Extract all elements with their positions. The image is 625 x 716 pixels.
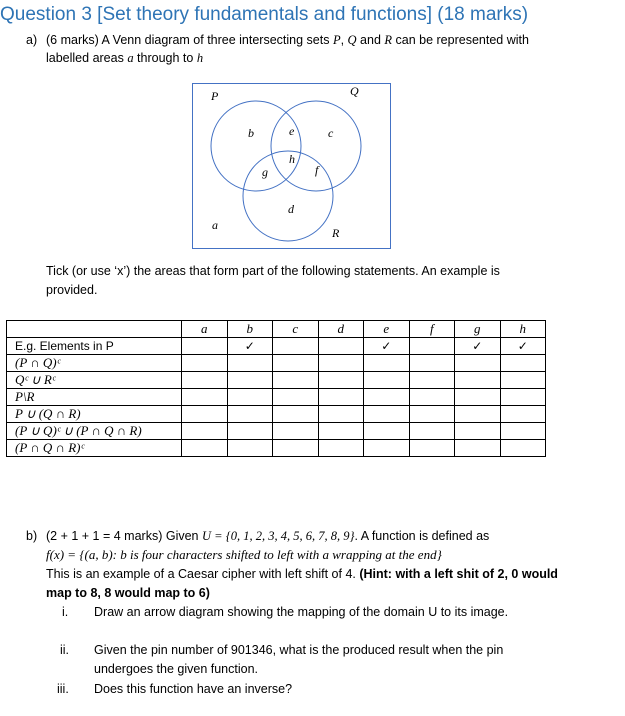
item-text: Given the pin number of 901346, what is the produced result when the pin (94, 643, 504, 657)
math-Q: Q (347, 33, 357, 47)
part-a-label: a) (26, 33, 38, 47)
part-b-line-1 (46, 527, 489, 545)
tick-cell[interactable] (227, 406, 273, 423)
tick-cell[interactable] (227, 355, 273, 372)
part-a-text: through to (133, 51, 197, 65)
item-text: Draw an arrow diagram showing the mapping of the domain U to its image. (94, 605, 509, 619)
tick-cell[interactable] (500, 389, 546, 406)
function-definition: f(x) = {(a, b): b is four characters shifted to left with a wrapping at the end} (46, 547, 442, 562)
tick-cell[interactable] (500, 355, 546, 372)
tick-cell[interactable] (364, 423, 410, 440)
tick-cell[interactable] (227, 389, 273, 406)
tick-cell[interactable] (182, 355, 228, 372)
row-label: (P ∩ Q)ᶜ (7, 355, 182, 372)
venn-diagram (192, 83, 392, 250)
region-c: c (328, 126, 334, 140)
tick-cell[interactable] (409, 355, 455, 372)
tick-cell[interactable] (455, 389, 501, 406)
circle-R (243, 151, 333, 241)
tick-cell[interactable] (500, 372, 546, 389)
tick-cell[interactable] (318, 440, 364, 457)
tick-cell[interactable] (182, 406, 228, 423)
venn-regions-table (6, 320, 546, 457)
tick-cell[interactable] (455, 372, 501, 389)
part-a-text: (6 marks) A Venn diagram of three intersecting sets (46, 33, 333, 47)
label-R: R (332, 226, 340, 240)
part-a-text: , (340, 33, 348, 47)
header-a: a (182, 321, 228, 338)
header-h: h (500, 321, 546, 338)
tick-cell[interactable] (364, 440, 410, 457)
header-d: d (318, 321, 364, 338)
part-a-line-1 (46, 31, 529, 49)
tick-cell[interactable] (500, 423, 546, 440)
hint-text-continued: map to 8, 8 would map to 6) (46, 586, 210, 600)
part-a-text: labelled areas (46, 51, 128, 65)
tick-cell[interactable] (227, 372, 273, 389)
tick-cell[interactable] (273, 406, 319, 423)
region-d: d (288, 202, 294, 216)
region-a: a (212, 218, 218, 232)
table-row (7, 372, 546, 389)
item-text: Does this function have an inverse? (94, 682, 293, 696)
tick-cell[interactable] (227, 440, 273, 457)
part-b-text: This is an example of a Caesar cipher with left shift of 4. (46, 567, 360, 581)
label-P: P (211, 89, 219, 103)
tick-cell[interactable] (409, 389, 455, 406)
circle-P (211, 101, 301, 191)
tick-cell[interactable] (318, 355, 364, 372)
instruction-line-1: Tick (or use ‘x’) the areas that form part of the following statements. An example is (46, 264, 500, 278)
header-g: g (455, 321, 501, 338)
table-row (7, 406, 546, 423)
row-label: (P ∩ Q ∩ R)ᶜ (7, 440, 182, 457)
math-h: h (196, 51, 204, 65)
tick-cell[interactable] (273, 440, 319, 457)
tick-cell[interactable] (227, 423, 273, 440)
tick-cell[interactable]: ✓ (227, 338, 273, 355)
row-label-example: E.g. Elements in P (7, 338, 182, 355)
tick-cell[interactable] (273, 338, 319, 355)
math-R: R (384, 33, 393, 47)
hint-text: (Hint: with a left shit of 2, 0 would (359, 567, 558, 581)
item-number: i. (62, 605, 69, 619)
region-h: h (289, 152, 295, 166)
header-c: c (273, 321, 319, 338)
row-label: P ∪ (Q ∩ R) (7, 406, 182, 423)
tick-cell[interactable] (273, 423, 319, 440)
item-text-continued: undergoes the given function. (94, 662, 259, 676)
tick-cell[interactable]: ✓ (364, 338, 410, 355)
tick-cell[interactable] (500, 406, 546, 423)
table-row (7, 338, 546, 355)
table-corner-cell (7, 321, 182, 338)
tick-cell[interactable] (182, 440, 228, 457)
region-b: b (248, 126, 254, 140)
tick-cell[interactable] (364, 372, 410, 389)
tick-cell[interactable] (318, 372, 364, 389)
header-e: e (364, 321, 410, 338)
item-number: ii. (60, 643, 70, 657)
math-P: P (332, 33, 341, 47)
table-row (7, 389, 546, 406)
circle-Q (271, 101, 361, 191)
tick-cell[interactable] (364, 355, 410, 372)
part-a-text: can be represented with (392, 33, 529, 47)
table-row (7, 423, 546, 440)
math-a: a (127, 51, 134, 65)
table-row (7, 355, 546, 372)
tick-cell[interactable] (182, 372, 228, 389)
tick-cell[interactable] (409, 372, 455, 389)
question-title: Question 3 [Set theory fundamentals and functions] (18 marks) (0, 4, 529, 25)
tick-cell[interactable] (273, 389, 319, 406)
row-label: (P ∪ Q)ᶜ ∪ (P ∩ Q ∩ R) (7, 423, 182, 440)
part-b-line-3 (46, 565, 558, 583)
tick-cell[interactable] (455, 406, 501, 423)
table-header-row (7, 321, 546, 338)
tick-cell[interactable] (409, 440, 455, 457)
item-number: iii. (57, 682, 69, 696)
tick-cell[interactable] (318, 406, 364, 423)
tick-cell[interactable] (500, 440, 546, 457)
tick-cell[interactable] (364, 406, 410, 423)
tick-cell[interactable] (455, 440, 501, 457)
tick-cell[interactable] (182, 423, 228, 440)
tick-cell[interactable] (182, 389, 228, 406)
tick-cell[interactable] (409, 423, 455, 440)
tick-cell[interactable] (273, 372, 319, 389)
tick-cell[interactable] (455, 355, 501, 372)
tick-cell[interactable]: ✓ (455, 338, 501, 355)
tick-cell[interactable] (455, 423, 501, 440)
tick-cell[interactable]: ✓ (500, 338, 546, 355)
tick-cell[interactable] (318, 389, 364, 406)
tick-cell[interactable] (273, 355, 319, 372)
tick-cell[interactable] (318, 423, 364, 440)
part-a-line-2 (46, 49, 203, 67)
region-g: g (262, 165, 268, 179)
part-b-text: . A function is defined as (354, 529, 490, 543)
tick-cell[interactable] (364, 389, 410, 406)
tick-cell[interactable] (182, 338, 228, 355)
row-label: P\R (7, 389, 182, 406)
region-e: e (289, 124, 295, 138)
region-f: f (315, 163, 319, 177)
header-f: f (409, 321, 455, 338)
part-b-text: (2 + 1 + 1 = 4 marks) Given (46, 529, 202, 543)
tick-cell[interactable] (409, 338, 455, 355)
tick-cell[interactable] (318, 338, 364, 355)
tick-cell[interactable] (409, 406, 455, 423)
instruction-line-2: provided. (46, 283, 98, 297)
table-row (7, 440, 546, 457)
part-b-label: b) (26, 529, 38, 543)
label-Q: Q (350, 84, 359, 98)
row-label: Qᶜ ∪ Rᶜ (7, 372, 182, 389)
header-b: b (227, 321, 273, 338)
math-universal-set: U = {0, 1, 2, 3, 4, 5, 6, 7, 8, 9} (201, 529, 355, 543)
part-a-text: and (356, 33, 385, 47)
